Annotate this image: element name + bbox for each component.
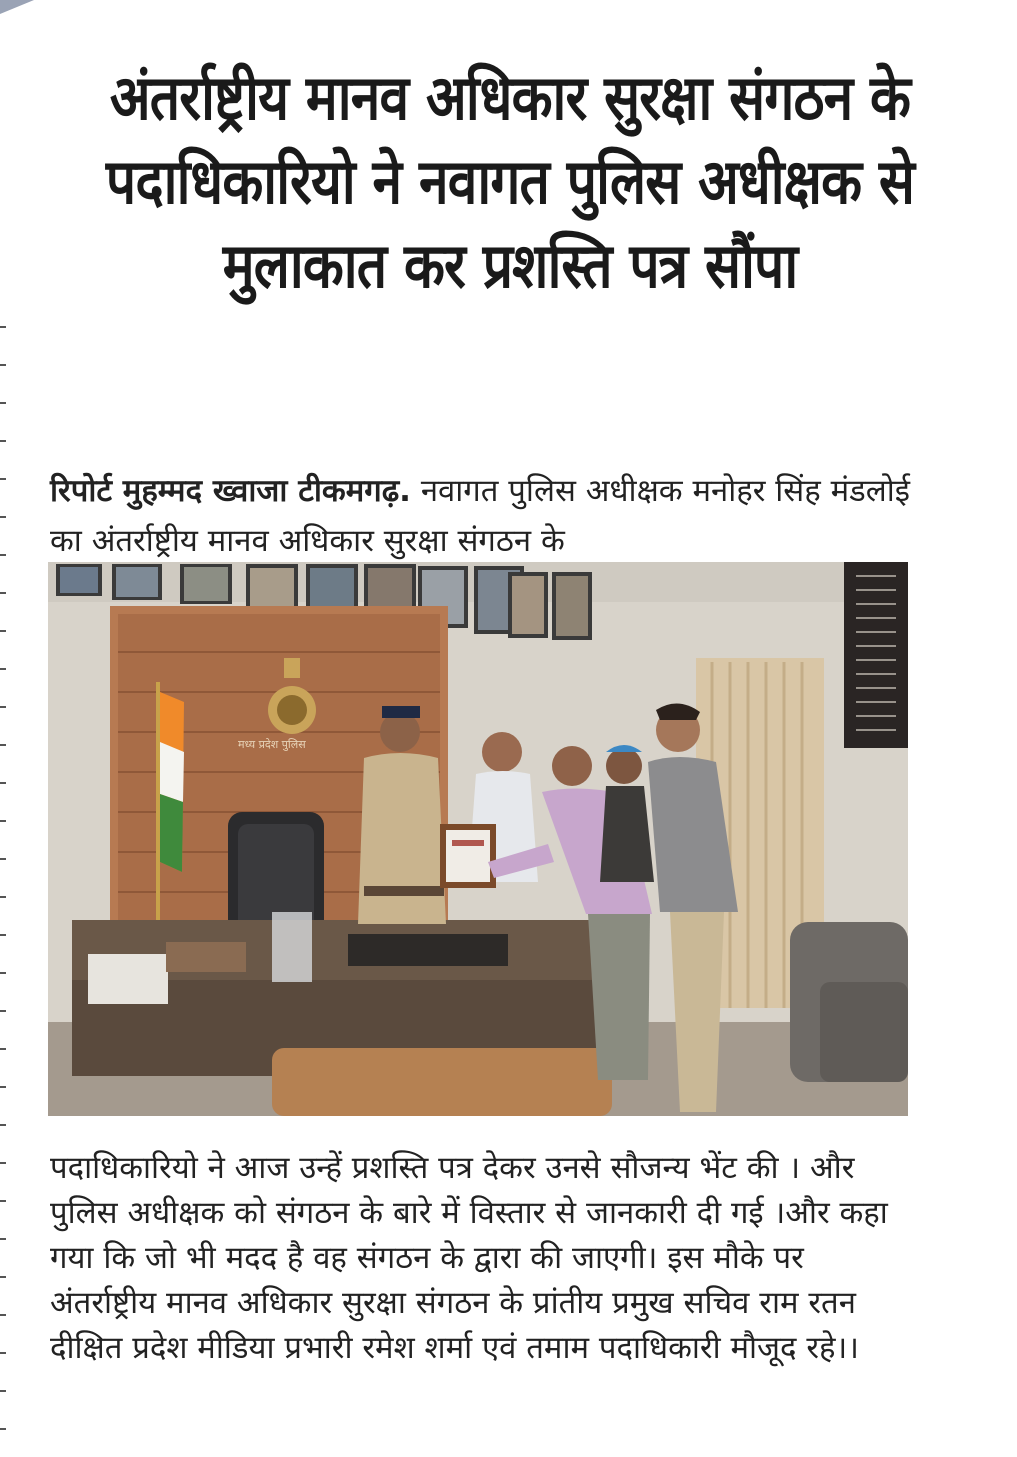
- headline: अंतर्राष्ट्रीय मानव अधिकार सुरक्षा संगठन के पदाधिकारियो ने नवागत पुलिस अधीक्षक से मुलाकात कर प्रशस्ति पत्र सौंपा: [105, 61, 915, 302]
- body-paragraph: पदाधिकारियो ने आज उन्हें प्रशस्ति पत्र देकर उनसे सौजन्य भेंट की । और पुलिस अधीक्षक को संगठन के बारे में विस्तार से जानकारी दी गई ।और कहा गया कि जो भी मदद है वह संगठन के द्वारा की जाएगी। इस मौके पर अंतर्राष्ट्रीय मानव अधिकार सुरक्षा संगठन के प्रांतीय प्रमुख सचिव राम रतन दीक्षित प्रदेश मीडिया प्रभारी रमेश शर्मा एवं तमाम पदाधिकारी मौजूद रहे।।: [50, 1150, 888, 1366]
- office-scene-illustration: [48, 562, 908, 1116]
- corner-fold-mark: [0, 0, 34, 14]
- wall-sign: मध्य प्रदेश पुलिस: [238, 738, 306, 751]
- flag: [160, 692, 184, 872]
- certificate: [440, 824, 496, 888]
- intro-paragraph: [50, 466, 910, 566]
- intro-text: नवागत पुलिस अधीक्षक मनोहर सिंह मंडलोई का अंतर्राष्ट्रीय मानव अधिकार सुरक्षा संगठन के: [50, 473, 910, 559]
- news-photo: [48, 562, 908, 1116]
- sofa: [790, 922, 908, 1082]
- byline: रिपोर्ट मुहम्मद ख्वाजा टीकमगढ़.: [50, 473, 411, 509]
- page-edge-marks: [0, 290, 6, 1450]
